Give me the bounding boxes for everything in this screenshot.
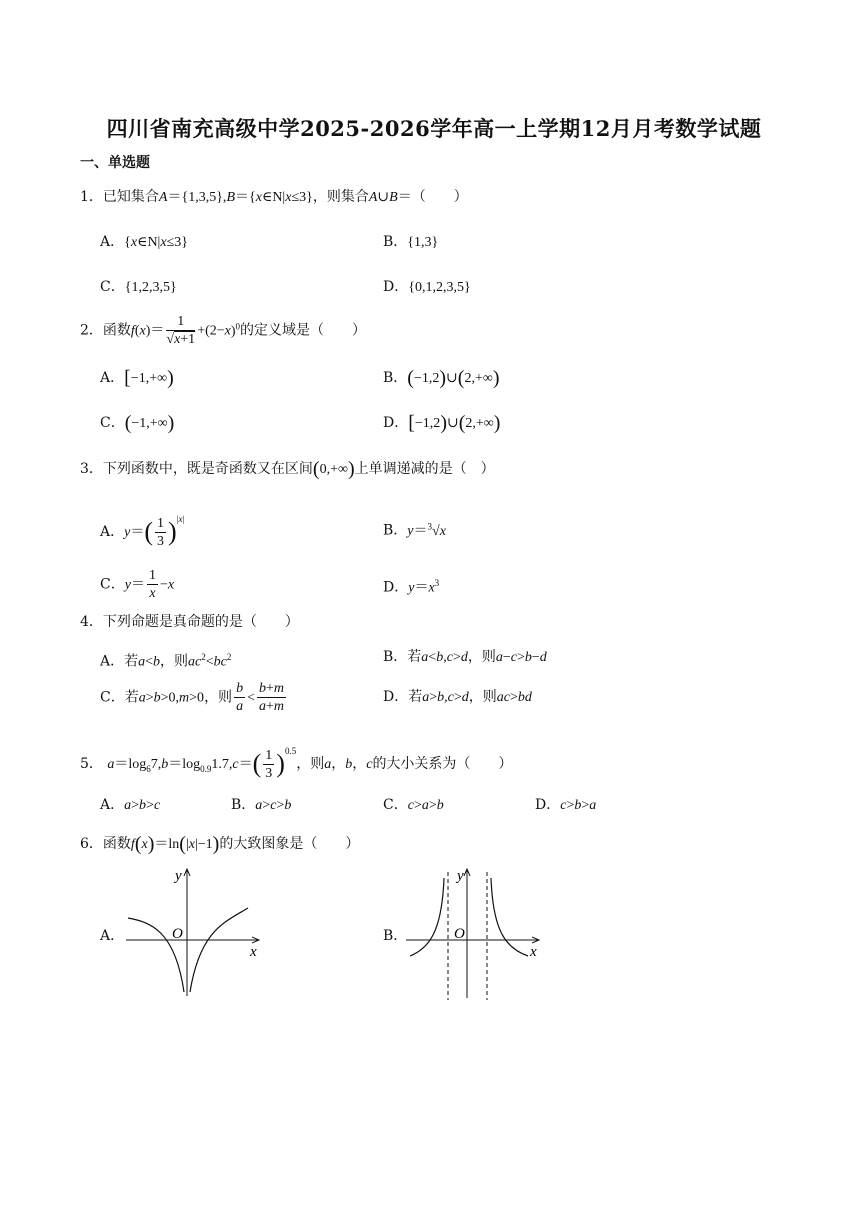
question-5: 5． $a=\log_67,b=\log_{0.9}1.7,c=$( $\frac{1}{3}$ )$^{0.5}$，则a，b，c的大小关系为（ ） xyxy=(80,746,513,781)
question-4: 4．下列命题是真命题的是（ ） xyxy=(80,614,299,630)
y-axis-label: y xyxy=(175,868,182,884)
q1-stem-a: 1．已知集合 xyxy=(80,189,159,205)
q1-option-b[interactable]: B．{1,3} xyxy=(383,234,439,250)
q4-option-b[interactable]: B．若a<b,c>d，则a−c>b−d xyxy=(383,649,547,665)
q2-option-a[interactable]: A．[−1,+∞) xyxy=(100,367,174,389)
q3-option-d[interactable]: D．$y=x^3$ xyxy=(383,578,440,596)
section-heading: 一、单选题 xyxy=(80,155,150,171)
q6-graph-b[interactable] xyxy=(400,860,550,1005)
q1-stem-b: ，则集合 xyxy=(312,189,369,205)
q3-option-a[interactable]: A．y＝( $\frac{1}{3}$ )$^{|x|}$ xyxy=(100,514,185,549)
q6-graph-a[interactable] xyxy=(120,860,270,1000)
curve-right xyxy=(491,878,528,956)
question-2: 2．函数f(x)＝ $\frac{1}{√x+1}$ $+(2-x)^0$的定义域是（ ） xyxy=(80,314,367,347)
question-1: 1．已知集合A＝{1,3,5},B＝{x∈N|x≤3}，则集合A∪B＝（ ） xyxy=(80,189,468,205)
q5-option-b[interactable]: B．a>c>b xyxy=(231,797,292,813)
q5-option-d[interactable]: D．c>b>a xyxy=(535,797,597,813)
q1-option-c[interactable]: C．{1,2,3,5} xyxy=(100,279,177,295)
page-title: 四川省南充高级中学2025-2026学年高一上学期12月月考数学试题 xyxy=(106,116,762,141)
q5-option-c[interactable]: C．c>a>b xyxy=(383,797,444,813)
q5-option-a[interactable]: A．a>b>c xyxy=(100,797,161,813)
q3-option-b[interactable]: B．y＝$^3$√x xyxy=(383,521,446,539)
x-axis-label: x xyxy=(250,944,257,960)
q2-option-d[interactable]: D．[−1,2)∪(2,+∞) xyxy=(383,412,501,434)
question-6: 6．函数f(x)＝ln(|x|−1)的大致图象是（ ） xyxy=(80,833,360,855)
origin-label: O xyxy=(172,926,183,942)
q1-paren: （ ） xyxy=(411,189,468,205)
q4-option-c[interactable]: C．若a>b>0,m>0，则 $\frac{b}{a}$ < $\frac{b+m}{a+m}$ xyxy=(100,681,284,714)
y-axis-label: y xyxy=(457,868,464,884)
q1-option-a[interactable]: A．{x∈N|x≤3} xyxy=(100,234,188,250)
origin-label: O xyxy=(454,926,465,942)
q2-option-b[interactable]: B．(−1,2)∪(2,+∞) xyxy=(383,367,500,389)
q6-option-a-label[interactable]: A． xyxy=(100,928,125,944)
question-3: 3．下列函数中，既是奇函数又在区间(0,+∞)上单调递减的是（ ） xyxy=(80,458,495,480)
q1-option-d[interactable]: D．{0,1,2,3,5} xyxy=(383,279,471,295)
q4-option-d[interactable]: D．若a>b,c>d，则ac>bd xyxy=(383,689,532,705)
curve-right xyxy=(190,908,248,992)
q6-option-b-label[interactable]: B． xyxy=(383,928,408,944)
q2-option-c[interactable]: C．(−1,+∞) xyxy=(100,412,175,434)
q4-option-a[interactable]: A．若a<b，则$ac^2<bc^2$ xyxy=(100,652,232,670)
curve-left xyxy=(410,878,444,956)
x-axis-label: x xyxy=(530,944,537,960)
q3-option-c[interactable]: C．y＝ $\frac{1}{x}$ −x xyxy=(100,568,175,601)
